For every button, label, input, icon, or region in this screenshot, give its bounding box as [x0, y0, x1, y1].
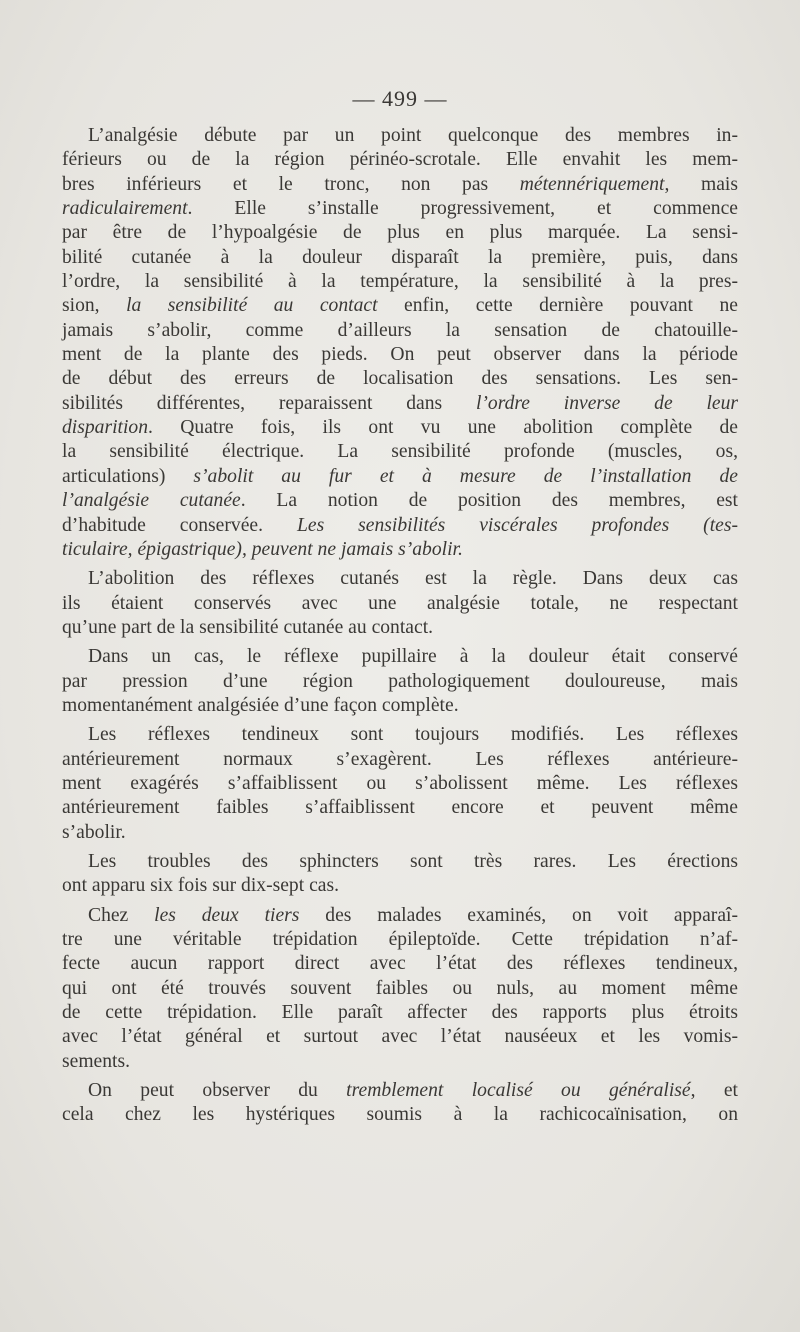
- text-line: [62, 367, 738, 391]
- italic-text: Les sensibilités viscérales profondes (tes-: [296, 514, 738, 536]
- text-line: [62, 221, 738, 245]
- text-run: antérieurement faibles s’affaiblissent encore et peuvent même: [62, 797, 738, 819]
- text-run: par pression d’une région pathologiquement douloureuse, mais: [62, 670, 738, 692]
- text-run: jamais s’abolir, comme d’ailleurs la sensation de chatouille-: [62, 319, 738, 341]
- text-line: [62, 796, 738, 820]
- italic-text: l’ordre inverse de leur: [475, 392, 739, 414]
- text-line: [62, 694, 738, 718]
- italic-text: les deux tiers: [154, 904, 300, 926]
- text-run: avec l’état général et surtout avec l’état nauséeux et les vomis-: [62, 1026, 738, 1048]
- text-line: [62, 416, 738, 440]
- text-run: sion,: [62, 295, 127, 317]
- text-run: Dans un cas, le réflexe pupillaire à la douleur était conservé: [88, 646, 738, 668]
- text-run: L’analgésie débute par un point quelconque des membres in-: [88, 125, 738, 146]
- text-line: [62, 977, 738, 1001]
- text-line: [62, 1103, 738, 1127]
- text-run: s’abolir.: [62, 821, 126, 843]
- text-line: [62, 821, 738, 845]
- text-line: [62, 1025, 738, 1049]
- text-run: la sensibilité électrique. La sensibilité profonde (muscles, os,: [62, 441, 738, 463]
- text-run: qui ont été trouvés souvent faibles ou nuls, au moment même: [62, 977, 738, 999]
- text-run: sements.: [62, 1050, 131, 1072]
- text-line: [62, 904, 738, 928]
- text-run: ment de la plante des pieds. On peut observer dans la période: [62, 344, 738, 366]
- text-line: [62, 1050, 738, 1074]
- text-line: [62, 952, 738, 976]
- text-run: . Quatre fois, ils ont vu une abolition complète de: [148, 417, 738, 439]
- italic-text: ticulaire, épigastrique), peuvent ne jamais s’abolir.: [62, 538, 463, 560]
- text-run: d’habitude conservée.: [62, 514, 297, 536]
- text-line: [62, 1001, 738, 1025]
- text-run: , mais: [664, 173, 738, 195]
- text-line: [62, 465, 738, 489]
- text-run: l’ordre, la sensibilité à la température, la sensibilité à la pres-: [62, 271, 738, 293]
- italic-text: disparition: [62, 417, 149, 439]
- body-text: [62, 124, 738, 1133]
- text-run: sibilités différentes, reparaissent dans: [62, 392, 476, 414]
- text-line: [62, 670, 738, 694]
- page-number: — 499 —: [352, 86, 448, 111]
- text-line: [62, 246, 738, 270]
- text-line: [62, 874, 738, 898]
- text-line: [62, 173, 738, 197]
- text-line: [62, 197, 738, 221]
- text-run: tre une véritable trépidation épileptoïde. Cette trépidation n’af-: [62, 929, 738, 950]
- italic-text: l’analgésie cutanée: [62, 490, 241, 512]
- paragraph: [62, 850, 738, 899]
- text-line: [62, 392, 738, 416]
- text-line: [62, 928, 738, 952]
- text-run: ils étaient conservés avec une analgésie totale, ne respectant: [62, 592, 738, 614]
- text-run: articulations): [62, 465, 194, 487]
- text-line: [62, 723, 738, 747]
- text-run: cela chez les hystériques soumis à la rachicocaïnisation, on: [62, 1104, 738, 1126]
- text-run: de début des erreurs de localisation des sensations. Les sen-: [62, 368, 738, 390]
- italic-text: la sensibilité au contact: [126, 295, 378, 317]
- text-line: [62, 748, 738, 772]
- text-line: [62, 270, 738, 294]
- text-run: Chez: [88, 904, 155, 926]
- paragraph: [62, 124, 738, 562]
- text-run: , et: [690, 1080, 738, 1102]
- text-line: [62, 343, 738, 367]
- text-run: ment exagérés s’affaiblissent ou s’abolissent même. Les réflexes: [62, 772, 738, 794]
- paragraph: [62, 723, 738, 845]
- text-run: bilité cutanée à la douleur disparaît la première, puis, dans: [62, 246, 738, 268]
- text-line: [62, 124, 738, 148]
- paragraph: [62, 904, 738, 1074]
- text-run: ont apparu six fois sur dix-sept cas.: [62, 875, 339, 897]
- italic-text: métennériquement: [519, 173, 665, 195]
- paragraph: [62, 567, 738, 640]
- text-run: de cette trépidation. Elle paraît affecter des rapports plus étroits: [62, 1002, 738, 1024]
- text-run: . Elle s’installe progressivement, et commence: [187, 198, 738, 220]
- text-line: [62, 319, 738, 343]
- text-run: momentanément analgésiée d’une façon complète.: [62, 694, 459, 716]
- text-run: Les réflexes tendineux sont toujours modifiés. Les réflexes: [88, 724, 738, 746]
- text-run: enfin, cette dernière pouvant ne: [377, 295, 738, 317]
- text-run: . La notion de position des membres, est: [240, 490, 739, 512]
- text-line: [62, 294, 738, 318]
- text-line: [62, 1079, 738, 1103]
- italic-text: s’abolit au fur et à mesure de l’installation de: [193, 465, 738, 487]
- paragraph: [62, 1079, 738, 1128]
- text-run: Les troubles des sphincters sont très rares. Les érections: [88, 850, 738, 872]
- text-run: fecte aucun rapport direct avec l’état des réflexes tendineux,: [62, 953, 738, 975]
- text-line: [62, 850, 738, 874]
- text-run: qu’une part de la sensibilité cutanée au contact.: [62, 616, 434, 638]
- italic-text: radiculairement: [62, 198, 188, 220]
- text-run: des malades examinés, on voit apparaî-: [299, 904, 738, 926]
- text-run: férieurs ou de la région périnéo-scrotale. Elle envahit les mem-: [62, 149, 738, 171]
- text-line: [62, 772, 738, 796]
- text-run: par être de l’hypoalgésie de plus en plus marquée. La sensi-: [62, 222, 738, 244]
- text-line: [62, 567, 738, 591]
- text-run: On peut observer du: [88, 1080, 347, 1102]
- text-run: bres inférieurs et le tronc, non pas: [62, 173, 520, 195]
- text-line: [62, 616, 738, 640]
- text-line: [62, 489, 738, 513]
- text-run: antérieurement normaux s’exagèrent. Les réflexes antérieure-: [62, 748, 738, 770]
- paragraph: [62, 645, 738, 718]
- text-line: [62, 592, 738, 616]
- text-line: [62, 645, 738, 669]
- text-line: [62, 148, 738, 172]
- italic-text: tremblement localisé ou généralisé: [346, 1080, 691, 1102]
- text-run: L’abolition des réflexes cutanés est la règle. Dans deux cas: [88, 568, 738, 590]
- text-line: [62, 538, 738, 562]
- text-line: [62, 514, 738, 538]
- text-line: [62, 440, 738, 464]
